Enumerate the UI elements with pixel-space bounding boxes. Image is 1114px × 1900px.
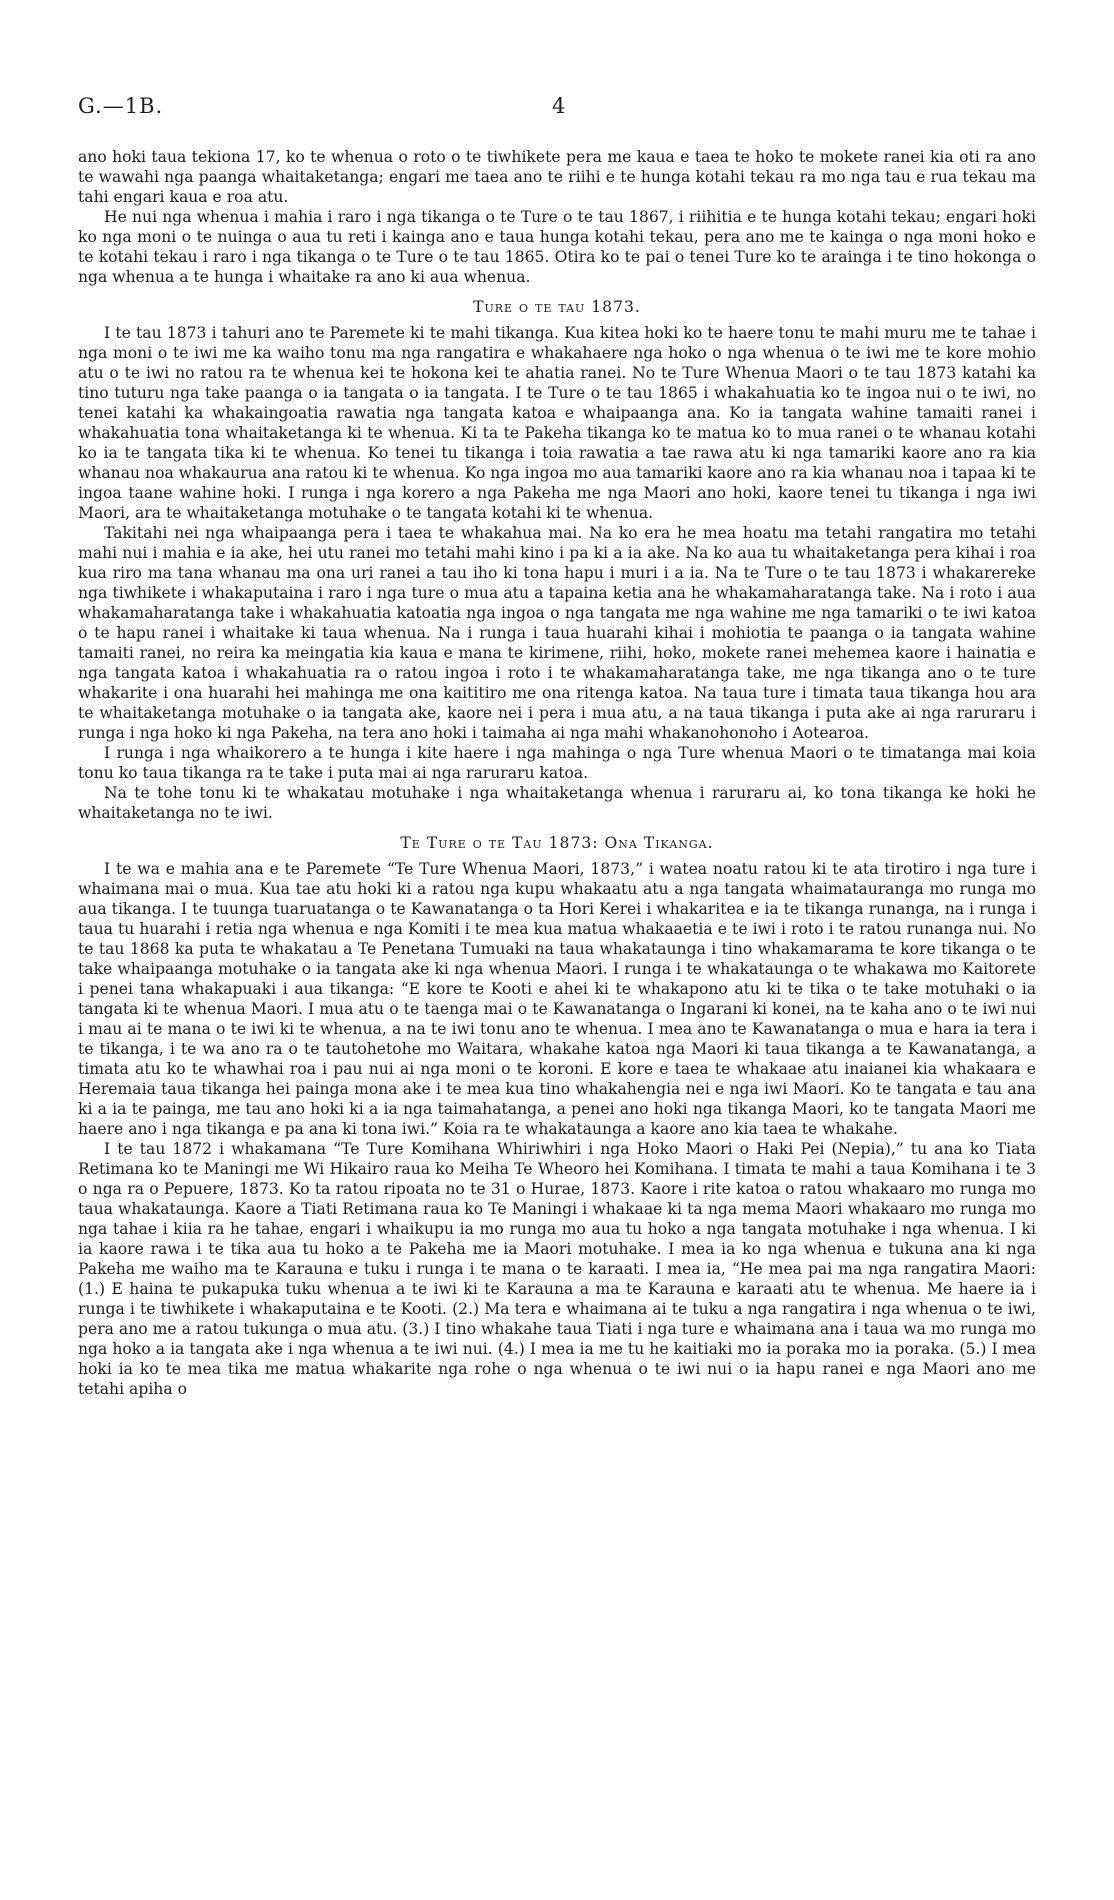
paragraph: I te tau 1872 i whakamana “Te Ture Komihana Whiriwhiri i nga Hoko Maori o Haki Pei (Nepia),” tu ana ko Tiata Retimana ko te Maningi me Wi Hikairo raua ko Meiha Te Wheoro hei Komihana. I timata te mahi a taua Komihana i te 3 o nga ra o Pepuere, 1873. Ko ta ratou ripoata no te 31 o Hurae, 1873. Kaore i rite katoa o ratou whakaaro mo runga mo taua whakataunga. Kaore a Tiati Retimana raua ko Te Maningi i whakaae ki ta nga mema Maori whakaaro mo runga mo nga tahae i kiia ra he tahae, engari i whaikupu ia mo runga mo aua tu hoko a nga tangata motuhake i nga whenua. I ki ia kaore rawa i te tika aua tu hoko a te Pakeha me ia Maori motuhake. I mea ia ko nga whenua e tukuna ana ki nga Pakeha me waiho ma te Karauna e tuku i runga i te mana o te karaati. I mea ia, “He mea pai ma nga rangatira Maori: (1.) E haina te pukapuka tuku whenua a te iwi ki te Karauna a ma te Karauna e karaati atu te whenua. Me haere ia i runga i te tiwhikete i whakaputaina e te Kooti. (2.) Ma tera e whaimana ai te tuku a nga rangatira i nga whenua o te iwi, pera ano me a ratou tukunga o mua atu. (3.) I tino whakahe taua Tiati i nga ture e whaimana ana i taua wa mo runga mo nga hoko a ia tangata ake i nga whenua a te iwi nui. (4.) I mea ia me tu he kaitiaki mo ia poraka mo ia poraka. (5.) I mea hoki ia ko te mea tika me matua whakarite nga rohe o nga whenua o te iwi nui o ia hapu ranei e nga Maori ano me tetahi apiha o bbox=[78, 1140, 1036, 1398]
paragraph: He nui nga whenua i mahia i raro i nga tikanga o te Ture o te tau 1867, i riihitia e te hunga kotahi tekau; engari hoki ko nga moni o te nuinga o aua tu reti i kainga ano e taua hunga kotahi tekau, pera ano me te kainga o nga moni hoko e te kotahi tekau i raro i nga tikanga o te Ture o te tau 1865. Otira ko te pai o tenei Ture ko te arainga i te tino hokonga o nga whenua a te hunga i whaitake ra ano ki aua whenua. bbox=[78, 208, 1036, 286]
page-header bbox=[78, 94, 1036, 124]
section-heading: Te Ture o te Tau 1873: Ona Tikanga. bbox=[400, 834, 714, 852]
paragraph: I te tau 1873 i tahuri ano te Paremete ki te mahi tikanga. Kua kitea hoki ko te haere tonu te mahi muru me te tahae i nga moni o te iwi me ka waiho tonu ma nga rangatira e whakahaere nga hoko o nga whenua o te iwi me te kore mohio atu o te iwi no ratou ra te whenua kei te hokona kei te ahatia ranei. No te Ture Whenua Maori o te tau 1873 katahi ka tino tuturu nga take paanga o ia tangata o ia tangata. I te Ture o te tau 1865 i whakahuatia ko te ingoa nui o te iwi, no tenei katahi ka whakaingoatia rawatia nga tangata katoa e whaipaanga ana. Ko ia tangata wahine tamaiti ranei i whakahuatia tona whaitaketanga ki te whenua. Ki ta te Pakeha tikanga ko te matua ko to mua ranei o te whanau kotahi ko ia te tangata tika ki te whenua. Ko tenei tu tikanga i toia rawatia a tae rawa atu ki nga tamariki kaore ano ra kia whanau noa whakaurua ana ratou ki te whenua. Ko nga ingoa mo aua tamariki kaore ano ra kia whanau noa i tapaa ki te ingoa taane wahine hoki. I runga i nga korero a nga Pakeha me nga Maori ano hoki, kaore tenei tu tikanga i nga iwi Maori, ara te whaitaketanga motuhake o te tangata kotahi ki te whenua. bbox=[78, 324, 1036, 522]
paragraph: I runga i nga whaikorero a te hunga i kite haere i nga mahinga o nga Ture whenua Maori o te timatanga mai koia tonu ko taua tikanga ra te take i puta mai ai nga raruraru katoa. bbox=[78, 744, 1036, 782]
paragraph: I te wa e mahia ana e te Paremete “Te Ture Whenua Maori, 1873,” i watea noatu ratou ki te ata tirotiro i nga ture i whaimana mai o mua. Kua tae atu hoki ki a ratou nga kupu whakaatu atu a nga tangata whaimatauranga mo runga mo aua tikanga. I te tuunga tuaruatanga o te Kawanatanga o ta Hori Kerei i whakaritea e ia te tikanga runanga, na i runga i taua tu huarahi i retia nga whenua e nga Komiti i te mea kua matua whakaaetia e te iwi i roto i te ratou runanga nui. No te tau 1868 ka puta te whakatau a Te Penetana Tumuaki na taua whakataunga i tino whakamarama te kore tikanga o te take whaipaanga motuhake o ia tangata ake ki nga whenua Maori. I runga i te whakataunga o te whakawa mo Kaitorete i penei tana whakapuaki i aua tikanga: “E kore te Kooti e ahei ki te whakapono atu ki te tika o te take motuhaki o ia tangata ki te whenua Maori. I mua atu o te taenga mai o te Kawanatanga o Ingarani ki konei, na te kaha ano o te iwi nui i mau ai te mana o te iwi ki te whenua, a na te iwi tonu ano te whenua. I mea ano te Kawanatanga o mua e hara ia tera i te tikanga, i te wa ano ra o te tautohetohe mo Waitara, whakahe katoa nga Maori ki taua tikanga a te Kawanatanga, a timata atu ko te whawhai roa i pau nui ai nga moni o te koroni. E kore e taea te whakaae atu inaianei kia whakaara e Heremaia taua tikanga hei painga mona ake i te mea kua tino whakahengia nei e nga iwi Maori. Ko te tangata e tau ana ki a ia te painga, me tau ano hoki ki a ia nga taimahatanga, a penei ano hoki nga tikanga Maori, ko te tangata Maori me haere ano i nga tikanga e pa ana ki tona iwi.” Koia ra te whakataunga a kaore ano kia taea te whakahe. bbox=[78, 860, 1036, 1138]
paragraph: Takitahi nei nga whaipaanga pera i taea te whakahua mai. Na ko era he mea hoatu ma tetahi rangatira mo tetahi mahi nui i mahia e ia ake, hei utu ranei mo tetahi mahi kino i pa ki a ia ake. Na ko aua tu whaitaketanga pera kihai i roa kua riro ma tana whanau ma ona uri ranei a tau iho ki tona hapu i muri i a ia. Na te Ture o te tau 1873 i whakarereke nga tiwhikete i whakaputaina i raro i nga ture o mua atu a tapaina ketia ana he whakamaharatanga take. Na i roto i aua whakamaharatanga take i whakahuatia katoatia nga ingoa o nga tangata me nga wahine me nga tamariki o te iwi katoa o te hapu ranei i whaitake ki taua whenua. Na i runga i taua huarahi kihai i mohiotia te paanga o ia tangata wahine tamaiti ranei, no reira ka meingatia kia kaua e mana te kirimene, riihi, hoko, mokete ranei mehemea kaore i hainatia e nga tangata katoa i whakahuatia ra o ratou ingoa i roto i te whakamaharatanga take, me nga tikanga ano o te ture whakarite i ona huarahi hei mahinga me ona kaititiro me ona ritenga katoa. Na taua ture i timata taua tikanga hou ara te whaitaketanga motuhake o ia tangata ake, kaore nei i pera i mua atu, a na taua tikanga i puta ake ai nga raruraru i runga i nga hoko ki nga Pakeha, na tera ano hoki i taimaha ai nga mahi whakanohonoho i Aotearoa. bbox=[78, 524, 1036, 742]
paragraph: ano hoki taua tekiona 17, ko te whenua o roto o te tiwhikete pera me kaua e taea te hoko te mokete ranei kia oti ra ano te wawahi nga paanga whaitaketanga; engari me taea ano te riihi e te hunga kotahi tekau ra mo nga tau e rua tekau ma tahi engari kaua e roa atu. bbox=[78, 148, 1036, 206]
paragraph: Na te tohe tonu ki te whakatau motuhake i nga whaitaketanga whenua i raruraru ai, ko tona tikanga ke hoki he whaitaketanga no te iwi. bbox=[78, 784, 1036, 822]
section-heading: Ture o te tau 1873. bbox=[473, 298, 641, 316]
document-code: G.—1B. bbox=[78, 94, 164, 118]
document-body bbox=[78, 147, 1036, 1399]
page-number: 4 bbox=[552, 94, 566, 118]
